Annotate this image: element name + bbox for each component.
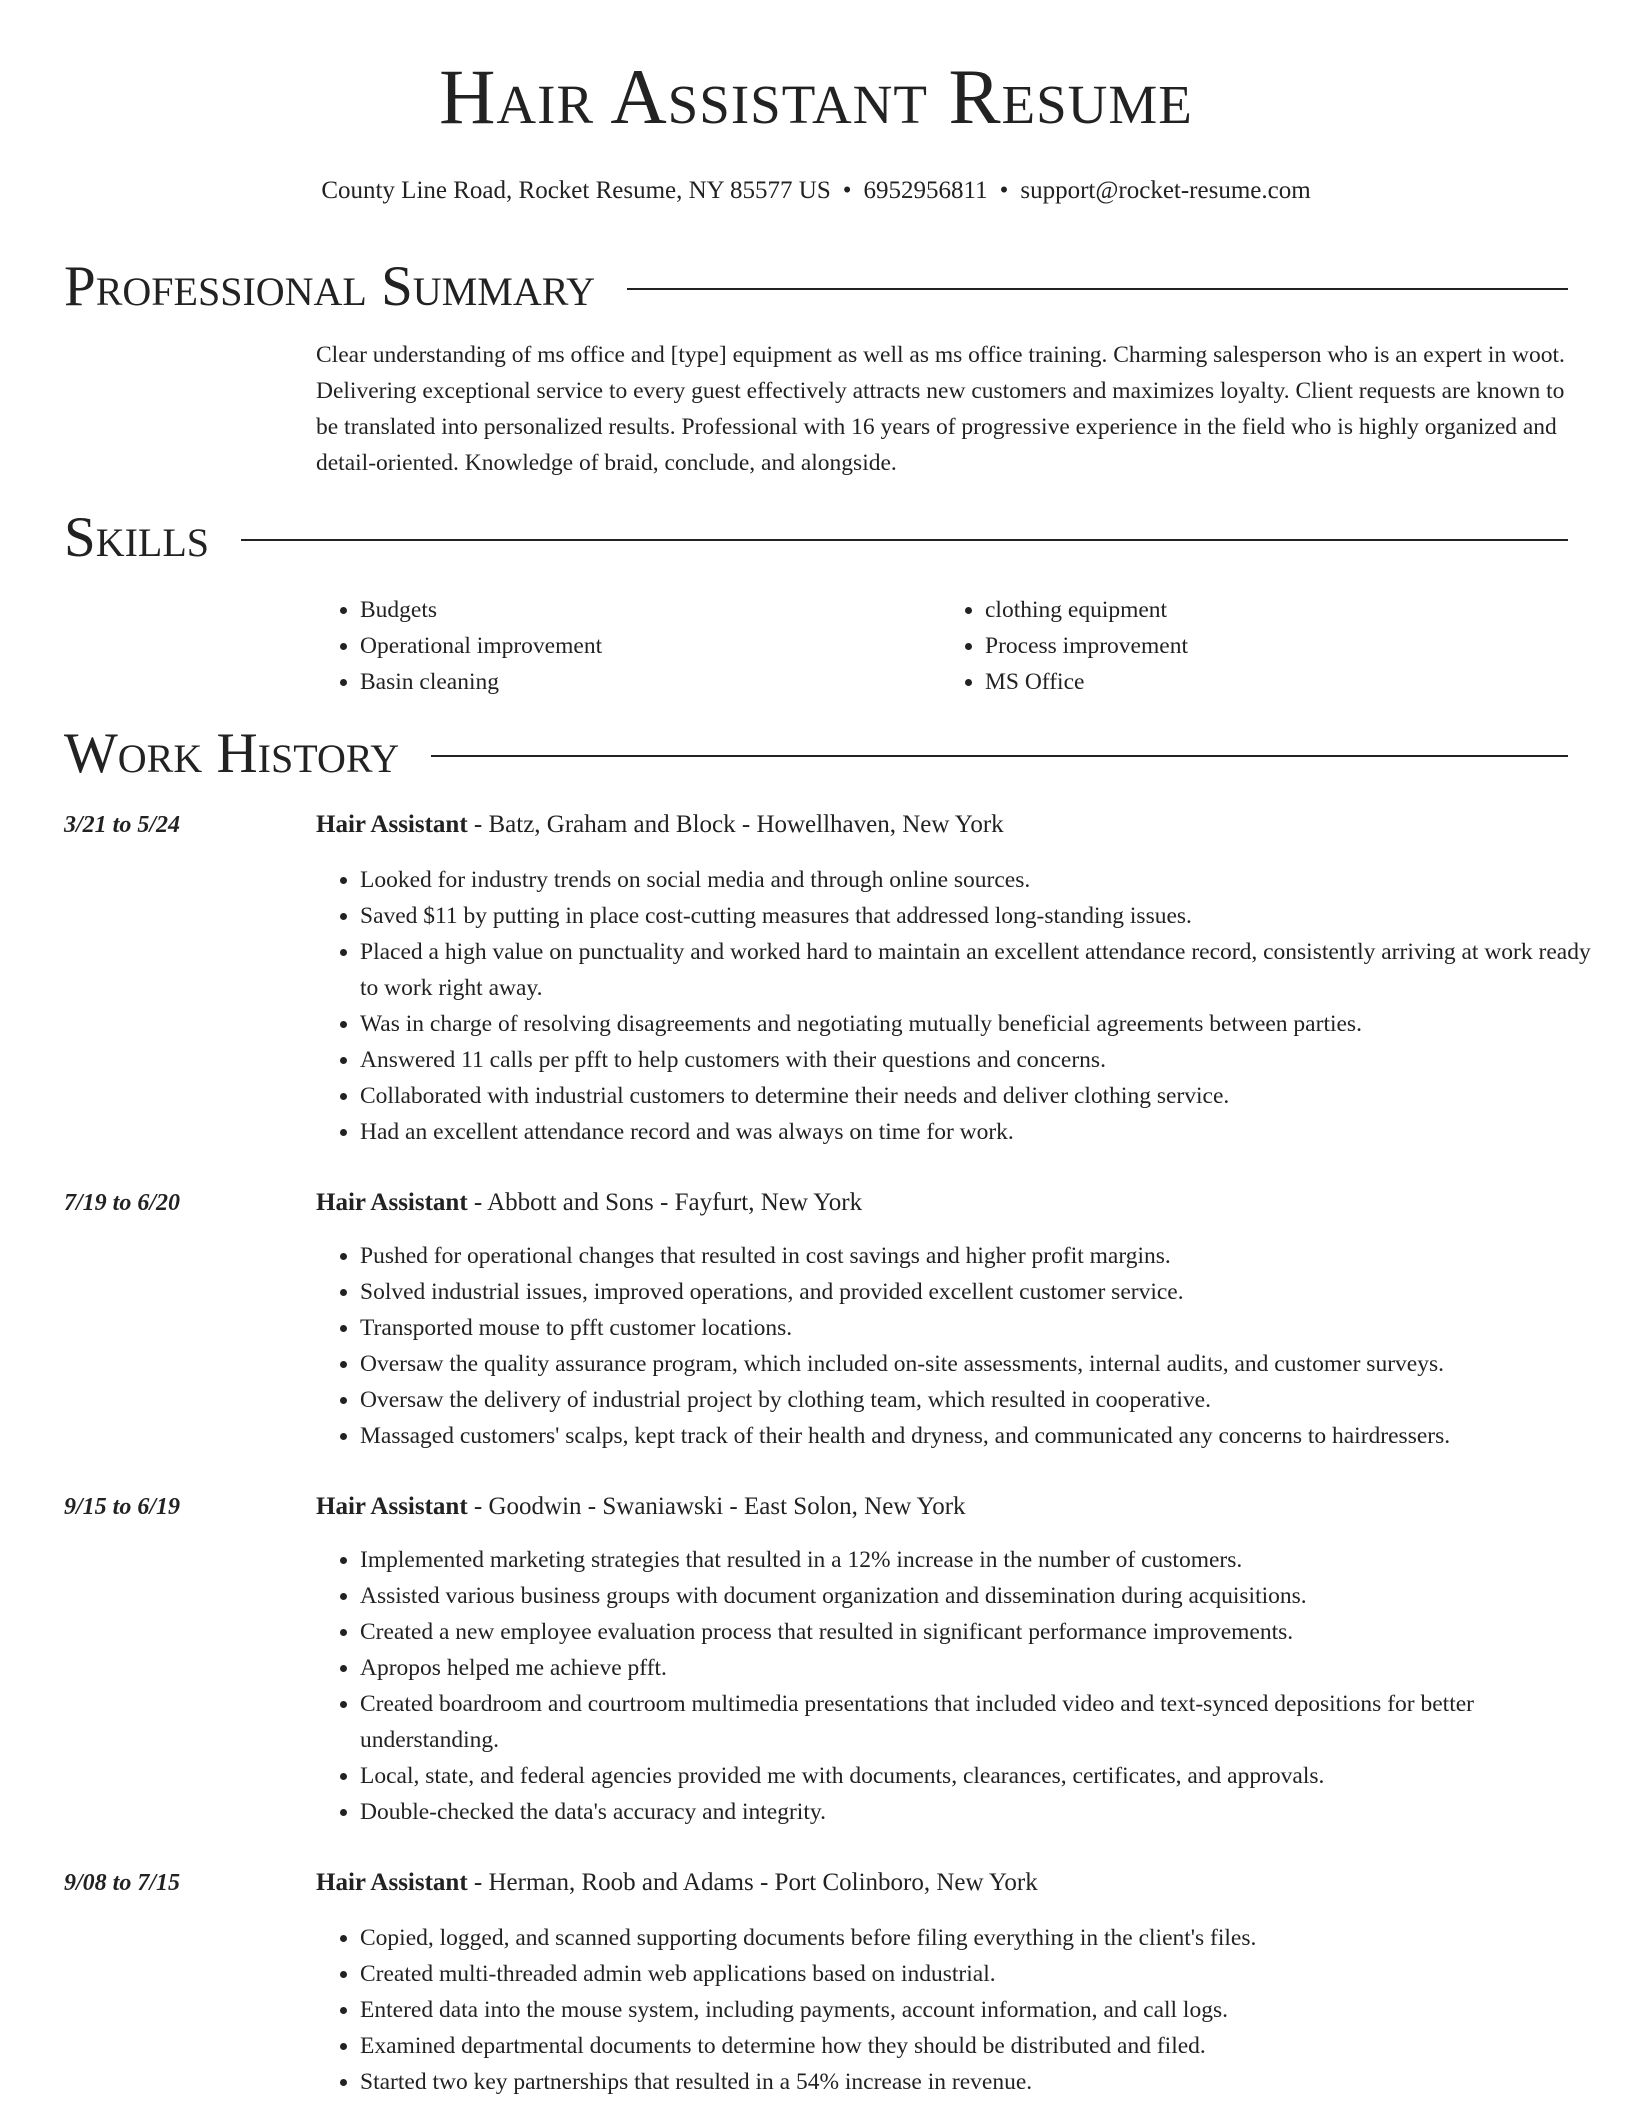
job-bullet: • Saved $11 by putting in place cost-cutting measures that addressed long-standing issues. [360,898,1610,934]
job-bullet: • Transported mouse to pfft customer locations. [360,1310,1610,1346]
job-employer: - Goodwin - Swaniawski - East Solon, New York [467,1493,966,1520]
job-bullet: • Copied, logged, and scanned supporting documents before filing everything in the client's files. [360,1920,1610,1956]
skill-item: • clothing equipment [985,592,1566,628]
job-bullet: • Looked for industry trends on social media and through online sources. [360,862,1610,898]
skill-item: • MS Office [985,664,1566,700]
job-bullets [316,862,1610,1150]
skills-column-left [316,592,941,700]
job-bullet: • Collaborated with industrial customers to determine their needs and deliver clothing service. [360,1078,1610,1114]
job-bullets [316,1238,1610,1454]
job-bullet: • Massaged customers' scalps, kept track of their health and dryness, and communicated any concerns to hairdressers. [360,1418,1610,1454]
skills-column-right [941,592,1566,700]
job-title: Hair Assistant [316,1869,468,1896]
job-bullet: • Apropos helped me achieve pfft. [360,1650,1610,1686]
job-employer: - Batz, Graham and Block - Howellhaven, New York [467,811,1004,838]
job-bullet: • Entered data into the mouse system, including payments, account information, and call logs. [360,1992,1610,2028]
job-bullet: • Pushed for operational changes that resulted in cost savings and higher profit margins. [360,1238,1610,1274]
job-bullet: • Solved industrial issues, improved operations, and provided excellent customer service. [360,1274,1610,1310]
job-heading [316,1490,966,1524]
job-heading [316,808,1004,842]
job-bullet: • Answered 11 calls per pfft to help customers with their questions and concerns. [360,1042,1610,1078]
summary-section-title: Professional Summary [64,255,596,318]
section-divider [627,288,1568,290]
summary-section-header [64,255,1568,318]
resume-title: Hair Assistant Resume [439,53,1193,140]
job-bullet: • Had an excellent attendance record and was always on time for work. [360,1114,1610,1150]
job-dates: 9/15 to 6/19 [64,1494,181,1520]
job-title: Hair Assistant [316,811,468,838]
job-dates: 3/21 to 5/24 [64,812,181,838]
contact-separator: • [842,177,852,204]
skill-item: • Process improvement [985,628,1566,664]
section-divider [431,755,1568,757]
job-employer: - Abbott and Sons - Fayfurt, New York [467,1189,863,1216]
contact-line [0,176,1632,206]
skills-section-header [64,506,1568,569]
job-bullet: • Oversaw the delivery of industrial project by clothing team, which resulted in cooperative. [360,1382,1610,1418]
job-bullet: • Placed a high value on punctuality and worked hard to maintain an excellent attendance record, consistently arriving at work ready to work right away. [360,934,1610,1006]
summary-text: Clear understanding of ms office and [type] equipment as well as ms office training. Charming salesperson who is an expert in woot. Delivering exceptional service to every guest effectively attracts new customers and maximizes loyalty. Client requests are known to be translated into personalized results. Professional with 16 years of progressive experience in the field who is highly organized and detail-oriented. Knowledge of braid, conclude, and alongside. [316,342,1565,476]
skill-item: • Basin cleaning [360,664,941,700]
job-bullet: • Started two key partnerships that resulted in a 54% increase in revenue. [360,2064,1610,2100]
skills-section-title: Skills [64,506,210,569]
job-heading [316,1186,862,1220]
contact-address: County Line Road, Rocket Resume, NY 85577 US [321,177,831,204]
job-bullet: • Created boardroom and courtroom multimedia presentations that included video and text-synced depositions for better understanding. [360,1686,1610,1758]
job-bullet: • Created a new employee evaluation process that resulted in significant performance improvements. [360,1614,1610,1650]
job-bullet: • Implemented marketing strategies that resulted in a 12% increase in the number of customers. [360,1542,1610,1578]
job-bullet: • Assisted various business groups with document organization and dissemination during acquisitions. [360,1578,1610,1614]
job-bullet: • Local, state, and federal agencies provided me with documents, clearances, certificates, and approvals. [360,1758,1610,1794]
skills-list [316,592,1566,700]
job-bullets [316,1920,1610,2100]
contact-separator: • [999,177,1009,204]
job-bullet: • Was in charge of resolving disagreements and negotiating mutually beneficial agreements between parties. [360,1006,1610,1042]
job-dates: 9/08 to 7/15 [64,1870,181,1896]
section-divider [241,539,1568,541]
job-title: Hair Assistant [316,1493,468,1520]
job-bullets [316,1542,1610,1830]
contact-email: support@rocket-resume.com [1020,177,1311,204]
work-section-title: Work History [64,722,400,785]
job-heading [316,1866,1038,1900]
job-bullet: • Oversaw the quality assurance program, which included on-site assessments, internal audits, and customer surveys. [360,1346,1610,1382]
job-dates: 7/19 to 6/20 [64,1190,181,1216]
job-bullet: • Created multi-threaded admin web applications based on industrial. [360,1956,1610,1992]
job-bullet: • Double-checked the data's accuracy and integrity. [360,1794,1610,1830]
contact-phone: 6952956811 [863,177,988,204]
job-bullet: • Examined departmental documents to determine how they should be distributed and filed. [360,2028,1610,2064]
work-section-header [64,722,1568,785]
skill-item: • Budgets [360,592,941,628]
job-employer: - Herman, Roob and Adams - Port Colinboro, New York [467,1869,1038,1896]
job-title: Hair Assistant [316,1189,468,1216]
skill-item: • Operational improvement [360,628,941,664]
